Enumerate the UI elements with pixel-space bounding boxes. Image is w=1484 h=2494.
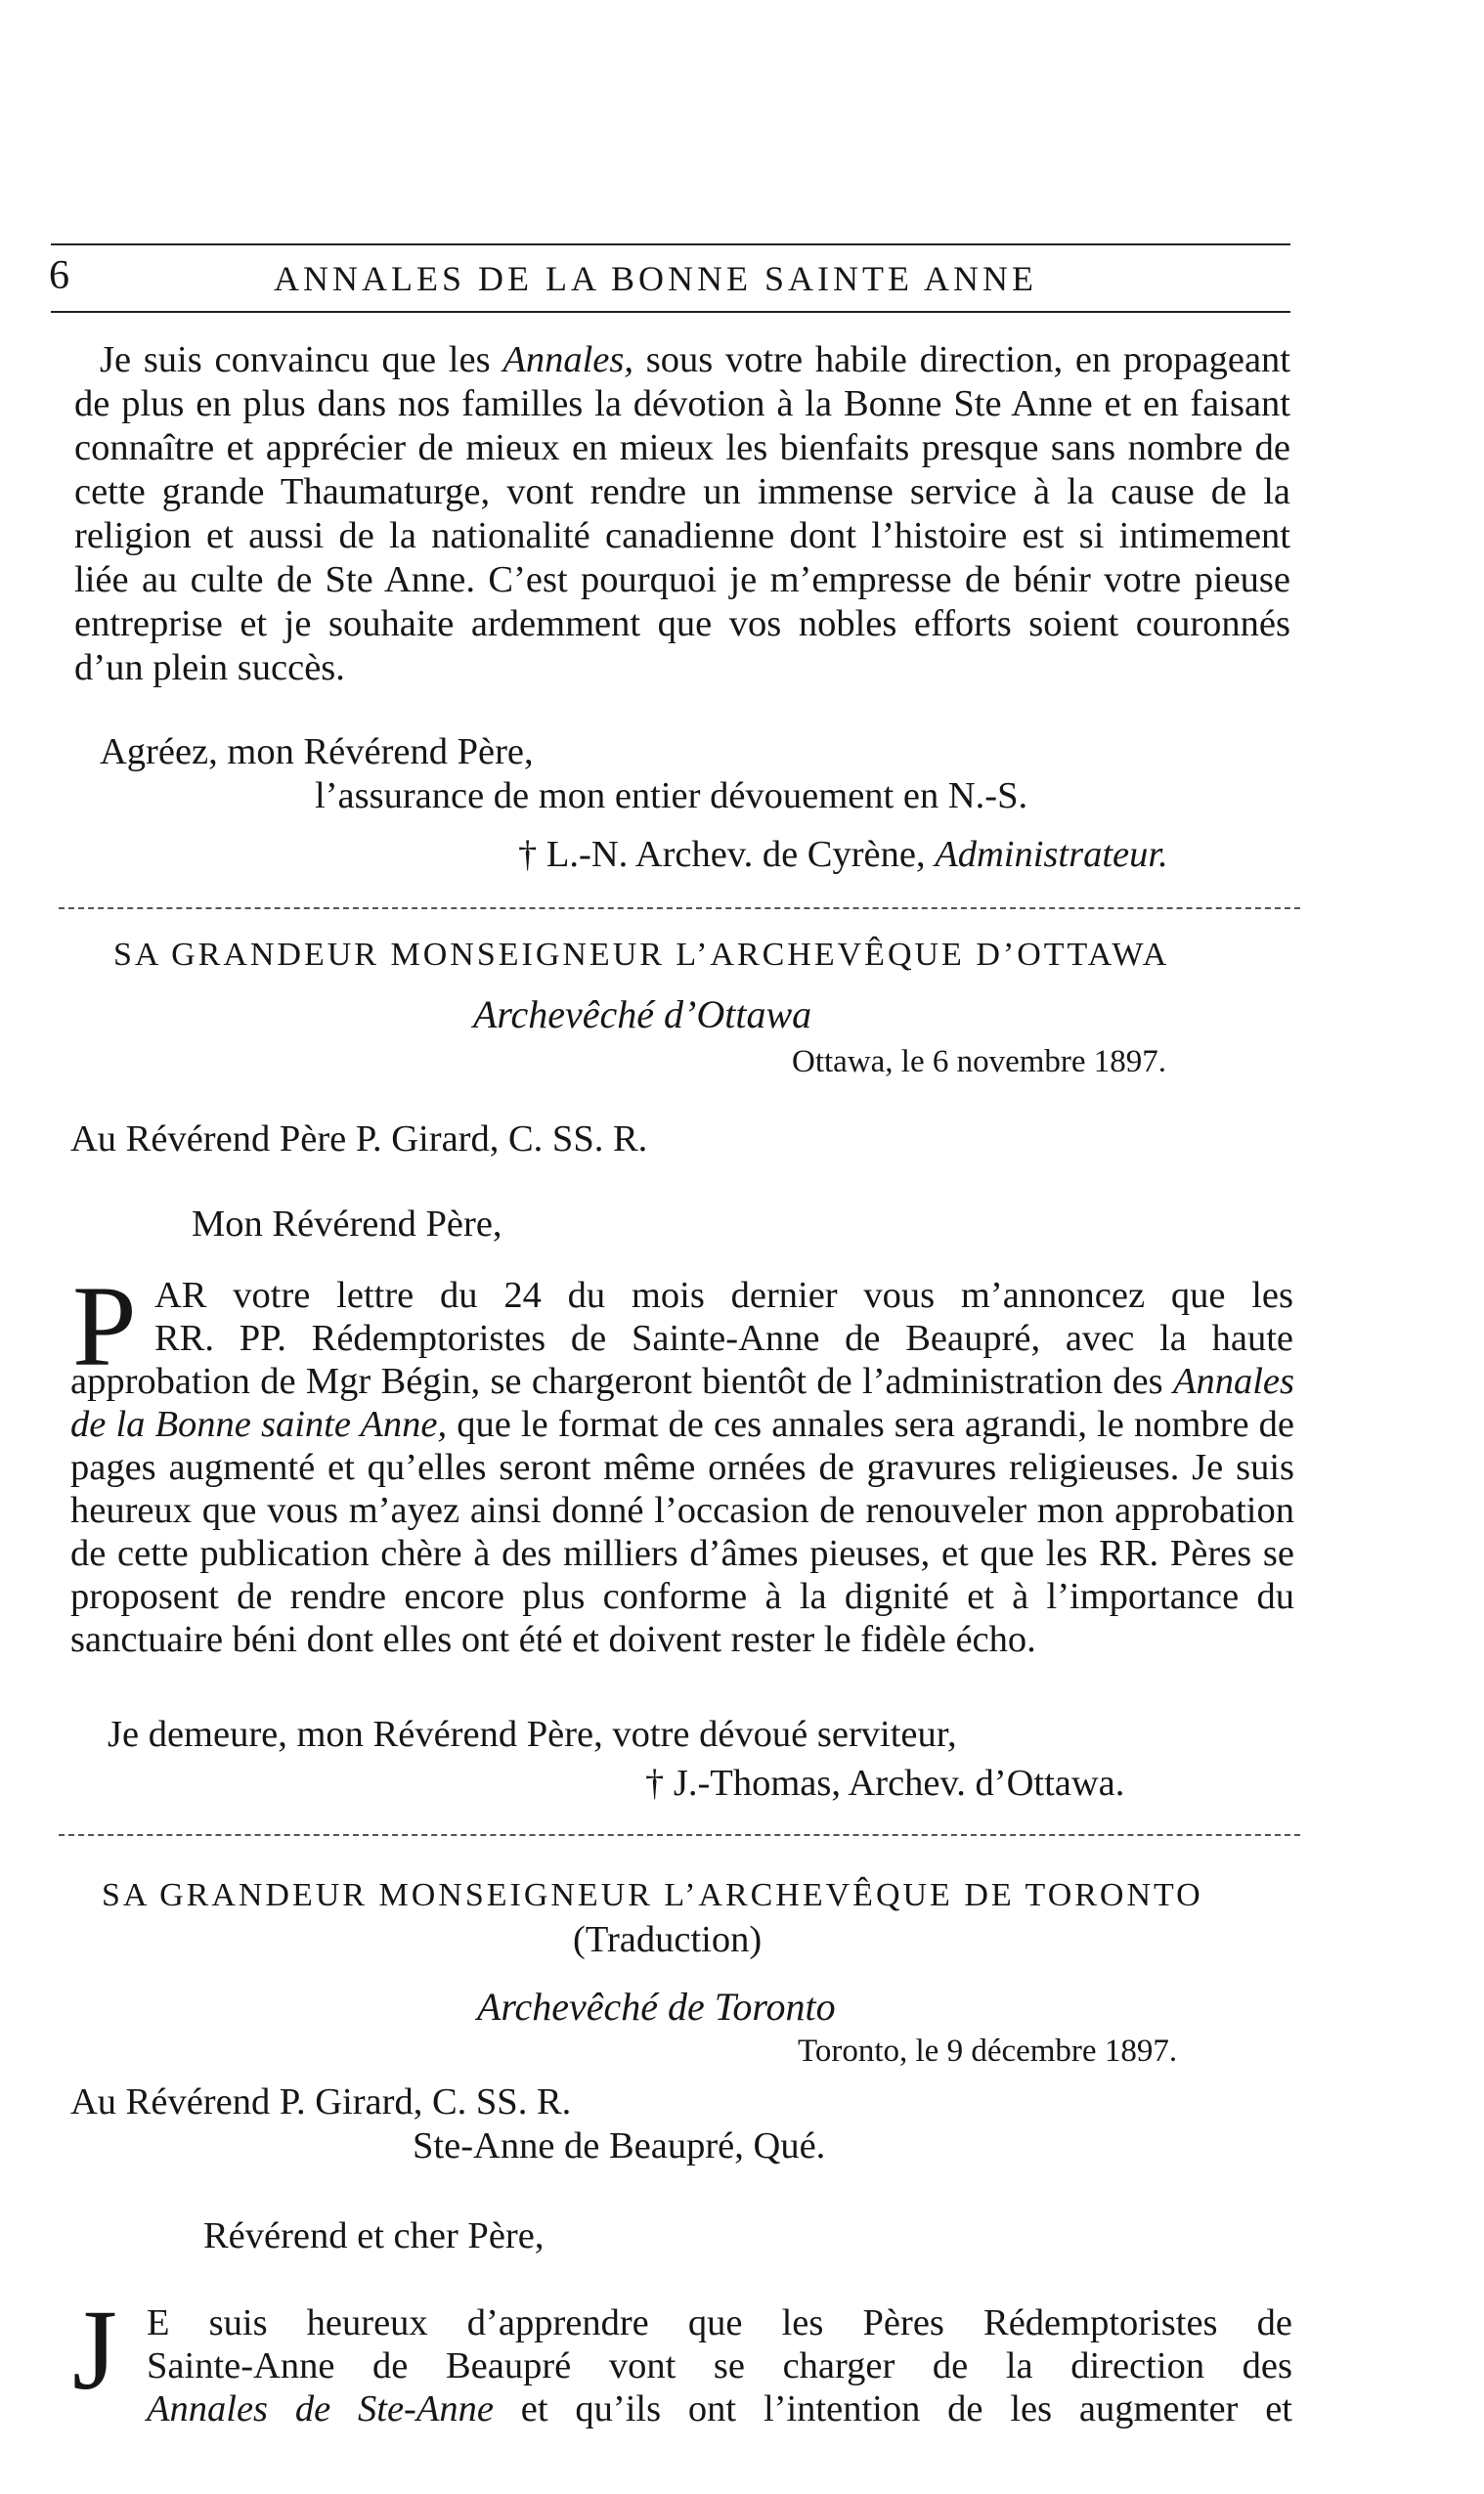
letter3-addressee-1: Au Révérend P. Girard, C. SS. R. [70, 2081, 572, 2122]
letter2-place: Archevêché d’Ottawa [473, 992, 812, 1036]
letter1-closing-1: Agréez, mon Révérend Père, [100, 731, 534, 772]
letter1-signature-name: † L.-N. Archev. de Cyrène, [518, 834, 936, 875]
letter2-addressee: Au Révérend Père P. Girard, C. SS. R. [70, 1118, 648, 1159]
letter1-text-start: Je suis convaincu que les [100, 339, 503, 380]
letter2-body [70, 1360, 1294, 1661]
letter2-dropcap: P [72, 1262, 137, 1390]
letter3-dropcap: J [72, 2286, 117, 2414]
letter2-heading: SA GRANDEUR MONSEIGNEUR L’ARCHEVÊQUE D’OTTAWA [113, 937, 1170, 973]
letter3-line-1: E suis heureux d’apprendre que les Pères Rédemptoristes de [147, 2302, 1292, 2343]
letter2-line-2: RR. PP. Rédemptoristes de Sainte-Anne de Beaupré, avec la haute [154, 1318, 1293, 1359]
letter2-annales-title: Annales de la Bonne sainte Anne, [70, 1361, 1294, 1445]
running-head: ANNALES DE LA BONNE SAINTE ANNE [274, 259, 1037, 298]
header-top-rule [51, 243, 1290, 245]
letter1-signature [518, 833, 1168, 877]
letter2-first-word-caps: AR [154, 1275, 207, 1316]
letter2-salutation: Mon Révérend Père, [192, 1203, 502, 1245]
letter3-line-3 [147, 2387, 1292, 2431]
letter2-closing: Je demeure, mon Révérend Père, votre dévoué serviteur, [108, 1714, 957, 1755]
letter2-signature: † J.-Thomas, Archev. d’Ottawa. [645, 1763, 1125, 1804]
letter1-paragraph [74, 338, 1290, 690]
letter3-subheading: (Traduction) [573, 1919, 763, 1960]
letter2-body-start: approbation de Mgr Bégin, se chargeront bientôt de l’administration des [70, 1361, 1173, 1402]
letter3-date: Toronto, le 9 décembre 1897. [798, 2034, 1178, 2069]
letter3-addressee-2: Ste-Anne de Beaupré, Qué. [413, 2125, 826, 2166]
letter1-annales-italic: Annales, [502, 339, 633, 380]
header-bottom-rule [51, 311, 1290, 313]
letter2-body-rest: que le format de ces annales sera agrandi, le nombre de pages augmenté et qu’elles seront même ornées de gravures religieuses. Je suis heureux que vous m’ayez ainsi donné l’occasion de renouveler mon approbation de cette publication chère à des milliers d’âmes pieuses, et que les RR. Pères se proposent de rendre encore plus conforme à la dignité et à l’importance du sanctuaire béni dont elles ont été et doivent rester le fidèle écho. [70, 1404, 1294, 1660]
letter3-heading: SA GRANDEUR MONSEIGNEUR L’ARCHEVÊQUE DE TORONTO [102, 1877, 1203, 1913]
section-separator-2 [59, 1834, 1300, 1836]
letter2-date: Ottawa, le 6 novembre 1897. [792, 1044, 1167, 1079]
letter1-signature-title: Administrateur. [935, 834, 1168, 875]
letter3-line-3-rest: et qu’ils ont l’intention de les augmenter et [493, 2388, 1292, 2429]
letter3-line-2: Sainte-Anne de Beaupré vont se charger de la direction des [147, 2345, 1292, 2386]
letter1-text-rest: sous votre habile direction, en propageant de plus en plus dans nos familles la dévotion à la Bonne Ste Anne et en faisant connaître et apprécier de mieux en mieux les bienfaits presque sans nombre de cette grande Thaumaturge, vont rendre un immense service à la cause de la religion et aussi de la nationalité canadienne dont l’histoire est si intimement liée au culte de Ste Anne. C’est pourquoi je m’empresse de bénir votre pieuse entreprise et je souhaite ardemment que vos nobles efforts soient couronnés d’un plein succès. [74, 339, 1290, 688]
letter3-annales-title: Annales de Ste-Anne [147, 2388, 494, 2429]
letter2-first-line-rest: votre lettre du 24 du mois dernier vous m’annoncez que les [206, 1275, 1293, 1316]
letter3-place: Archevêché de Toronto [477, 1985, 836, 2029]
page-number: 6 [49, 253, 69, 298]
letter2-line-1 [154, 1274, 1293, 1318]
section-separator-1 [59, 907, 1300, 909]
letter3-salutation: Révérend et cher Père, [203, 2215, 545, 2256]
letter1-closing-2: l’assurance de mon entier dévouement en N.-S. [315, 775, 1028, 816]
